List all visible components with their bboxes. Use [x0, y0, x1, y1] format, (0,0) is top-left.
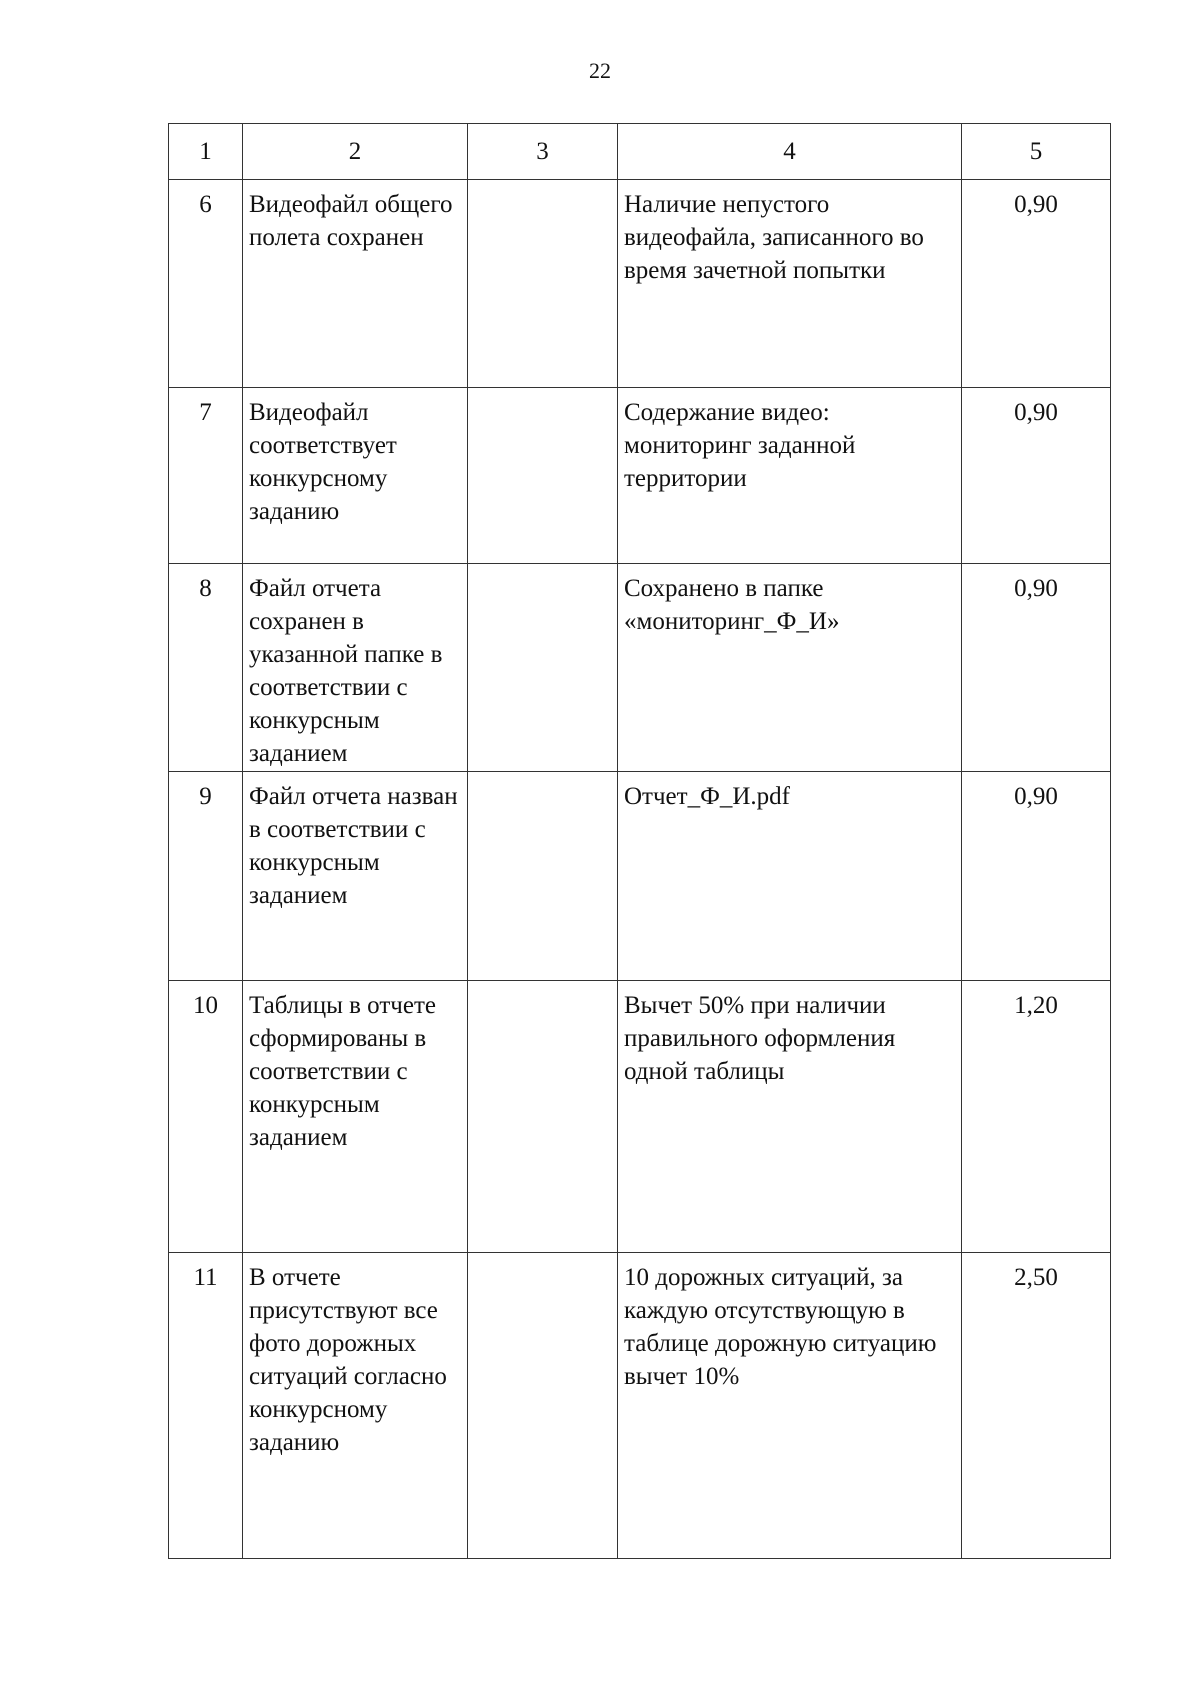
score-cell: 0,90 [962, 180, 1111, 388]
criterion-cell: Файл отчета назван в соответствии с конкурсным заданием [243, 772, 468, 981]
criteria-table [168, 123, 1111, 1559]
description-cell: 10 дорожных ситуаций, за каждую отсутствующую в таблице дорожную ситуацию вычет 10% [618, 1253, 962, 1559]
description-cell: Наличие непустого видеофайла, записанного во время зачетной попытки [618, 180, 962, 388]
criterion-cell: Видеофайл соответствует конкурсному заданию [243, 388, 468, 564]
row-number: 7 [169, 388, 243, 564]
table-row [169, 180, 1111, 388]
table-row [169, 564, 1111, 772]
row-number: 8 [169, 564, 243, 772]
table-header-row [169, 124, 1111, 180]
criterion-cell: Таблицы в отчете сформированы в соответствии с конкурсным заданием [243, 981, 468, 1253]
score-cell: 0,90 [962, 564, 1111, 772]
table-row [169, 981, 1111, 1253]
description-cell: Отчет_Ф_И.pdf [618, 772, 962, 981]
empty-cell [468, 1253, 618, 1559]
table-row [169, 772, 1111, 981]
empty-cell [468, 180, 618, 388]
criterion-cell: Видеофайл общего полета сохранен [243, 180, 468, 388]
score-cell: 0,90 [962, 772, 1111, 981]
description-cell: Вычет 50% при наличии правильного оформления одной таблицы [618, 981, 962, 1253]
score-cell: 0,90 [962, 388, 1111, 564]
empty-cell [468, 772, 618, 981]
empty-cell [468, 388, 618, 564]
row-number: 11 [169, 1253, 243, 1559]
table-row [169, 1253, 1111, 1559]
header-cell: 4 [618, 124, 962, 180]
criterion-cell: Файл отчета сохранен в указанной папке в соответствии с конкурсным заданием [243, 564, 468, 772]
page-number: 22 [589, 58, 611, 83]
description-cell: Сохранено в папке «мониторинг_Ф_И» [618, 564, 962, 772]
header-cell: 1 [169, 124, 243, 180]
header-cell: 2 [243, 124, 468, 180]
score-cell: 1,20 [962, 981, 1111, 1253]
empty-cell [468, 564, 618, 772]
row-number: 6 [169, 180, 243, 388]
row-number: 9 [169, 772, 243, 981]
row-number: 10 [169, 981, 243, 1253]
table-row [169, 388, 1111, 564]
empty-cell [468, 981, 618, 1253]
score-cell: 2,50 [962, 1253, 1111, 1559]
header-cell: 3 [468, 124, 618, 180]
criterion-cell: В отчете присутствуют все фото дорожных ситуаций согласно конкурсному заданию [243, 1253, 468, 1559]
description-cell: Содержание видео: мониторинг заданной территории [618, 388, 962, 564]
header-cell: 5 [962, 124, 1111, 180]
